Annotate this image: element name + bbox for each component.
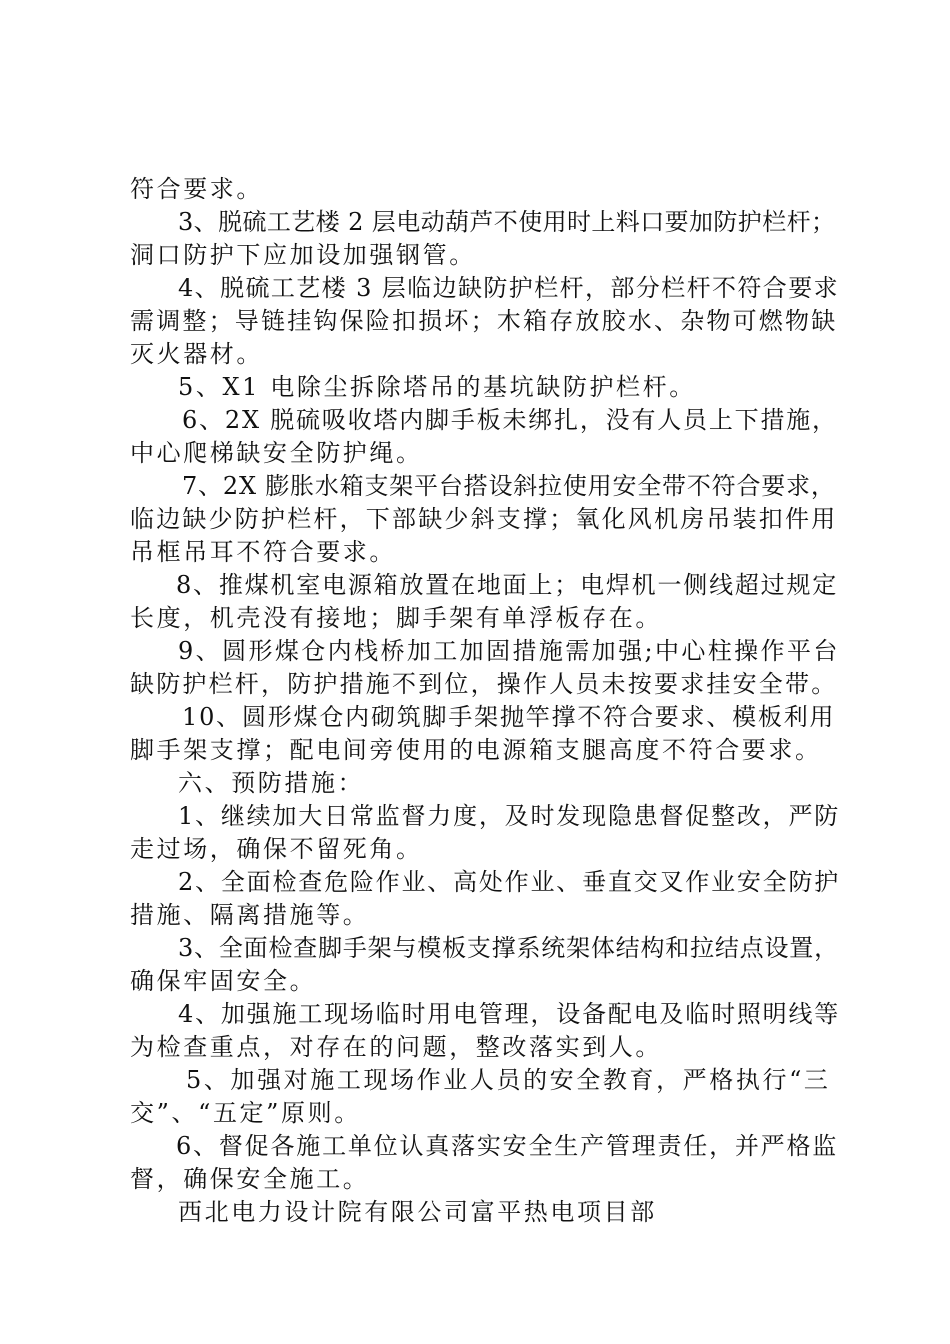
text-line: 为检查重点，对存在的问题，整改落实到人。	[130, 1033, 662, 1061]
text-line: 7、2X 膨胀水箱支架平台搭设斜拉使用安全带不符合要求，	[182, 472, 836, 500]
text-line: 4、脱硫工艺楼 3 层临边缺防护栏杆，部分栏杆不符合要求	[178, 274, 839, 302]
text-line: 4、加强施工现场临时用电管理，设备配电及临时照明线等	[178, 1000, 841, 1028]
text-line: 脚手架支撑；配电间旁使用的电源箱支腿高度不符合要求。	[130, 736, 822, 764]
text-line: 需调整；导链挂钩保险扣损坏；木箱存放胶水、杂物可燃物缺	[130, 307, 838, 335]
text-line: 长度，机壳没有接地；脚手架有单浮板存在。	[130, 604, 662, 632]
text-line: 洞口防护下应加设加强钢管。	[130, 241, 476, 269]
text-line: 9、圆形煤仓内栈桥加工加固措施需加强;中心柱操作平台	[178, 637, 840, 665]
text-line: 8、推煤机室电源箱放置在地面上；电焊机一侧线超过规定	[176, 571, 839, 599]
text-line: 2、全面检查危险作业、高处作业、垂直交叉作业安全防护	[178, 868, 841, 896]
text-line: 符合要求。	[130, 175, 263, 203]
section-heading: 六、预防措施：	[178, 769, 365, 797]
text-line: 10、圆形煤仓内砌筑脚手架抛竿撑不符合要求、模板利用	[182, 703, 836, 731]
signature-line: 西北电力设计院有限公司富平热电项目部	[178, 1198, 657, 1226]
text-line: 确保牢固安全。	[130, 967, 317, 995]
text-line: 缺防护栏杆，防护措施不到位，操作人员未按要求挂安全带。	[130, 670, 838, 698]
text-line: 走过场，确保不留死角。	[130, 835, 423, 863]
text-line: 中心爬梯缺安全防护绳。	[130, 439, 423, 467]
text-line: 1、继续加大日常监督力度，及时发现隐患督促整改，严防	[178, 802, 841, 830]
text-line: 5、X1 电除尘拆除塔吊的基坑缺防护栏杆。	[178, 373, 696, 401]
text-line: 6、督促各施工单位认真落实安全生产管理责任，并严格监	[176, 1132, 839, 1160]
text-line: 5、加强对施工现场作业人员的安全教育，严格执行“三	[186, 1066, 831, 1094]
text-line: 灭火器材。	[130, 340, 263, 368]
text-line: 督，确保安全施工。	[130, 1165, 370, 1193]
text-line: 3、脱硫工艺楼 2 层电动葫芦不使用时上料口要加防护栏杆；	[178, 208, 836, 236]
text-line: 措施、隔离措施等。	[130, 901, 370, 929]
text-line: 吊框吊耳不符合要求。	[130, 538, 396, 566]
text-line: 3、全面检查脚手架与模板支撑系统架体结构和拉结点设置，	[178, 934, 839, 962]
text-line: 交”、“五定”原则。	[130, 1099, 361, 1127]
text-line: 6、2X 脱硫吸收塔内脚手板未绑扎，没有人员上下措施，	[182, 406, 838, 434]
text-line: 临边缺少防护栏杆，下部缺少斜支撑；氧化风机房吊装扣件用	[130, 505, 838, 533]
